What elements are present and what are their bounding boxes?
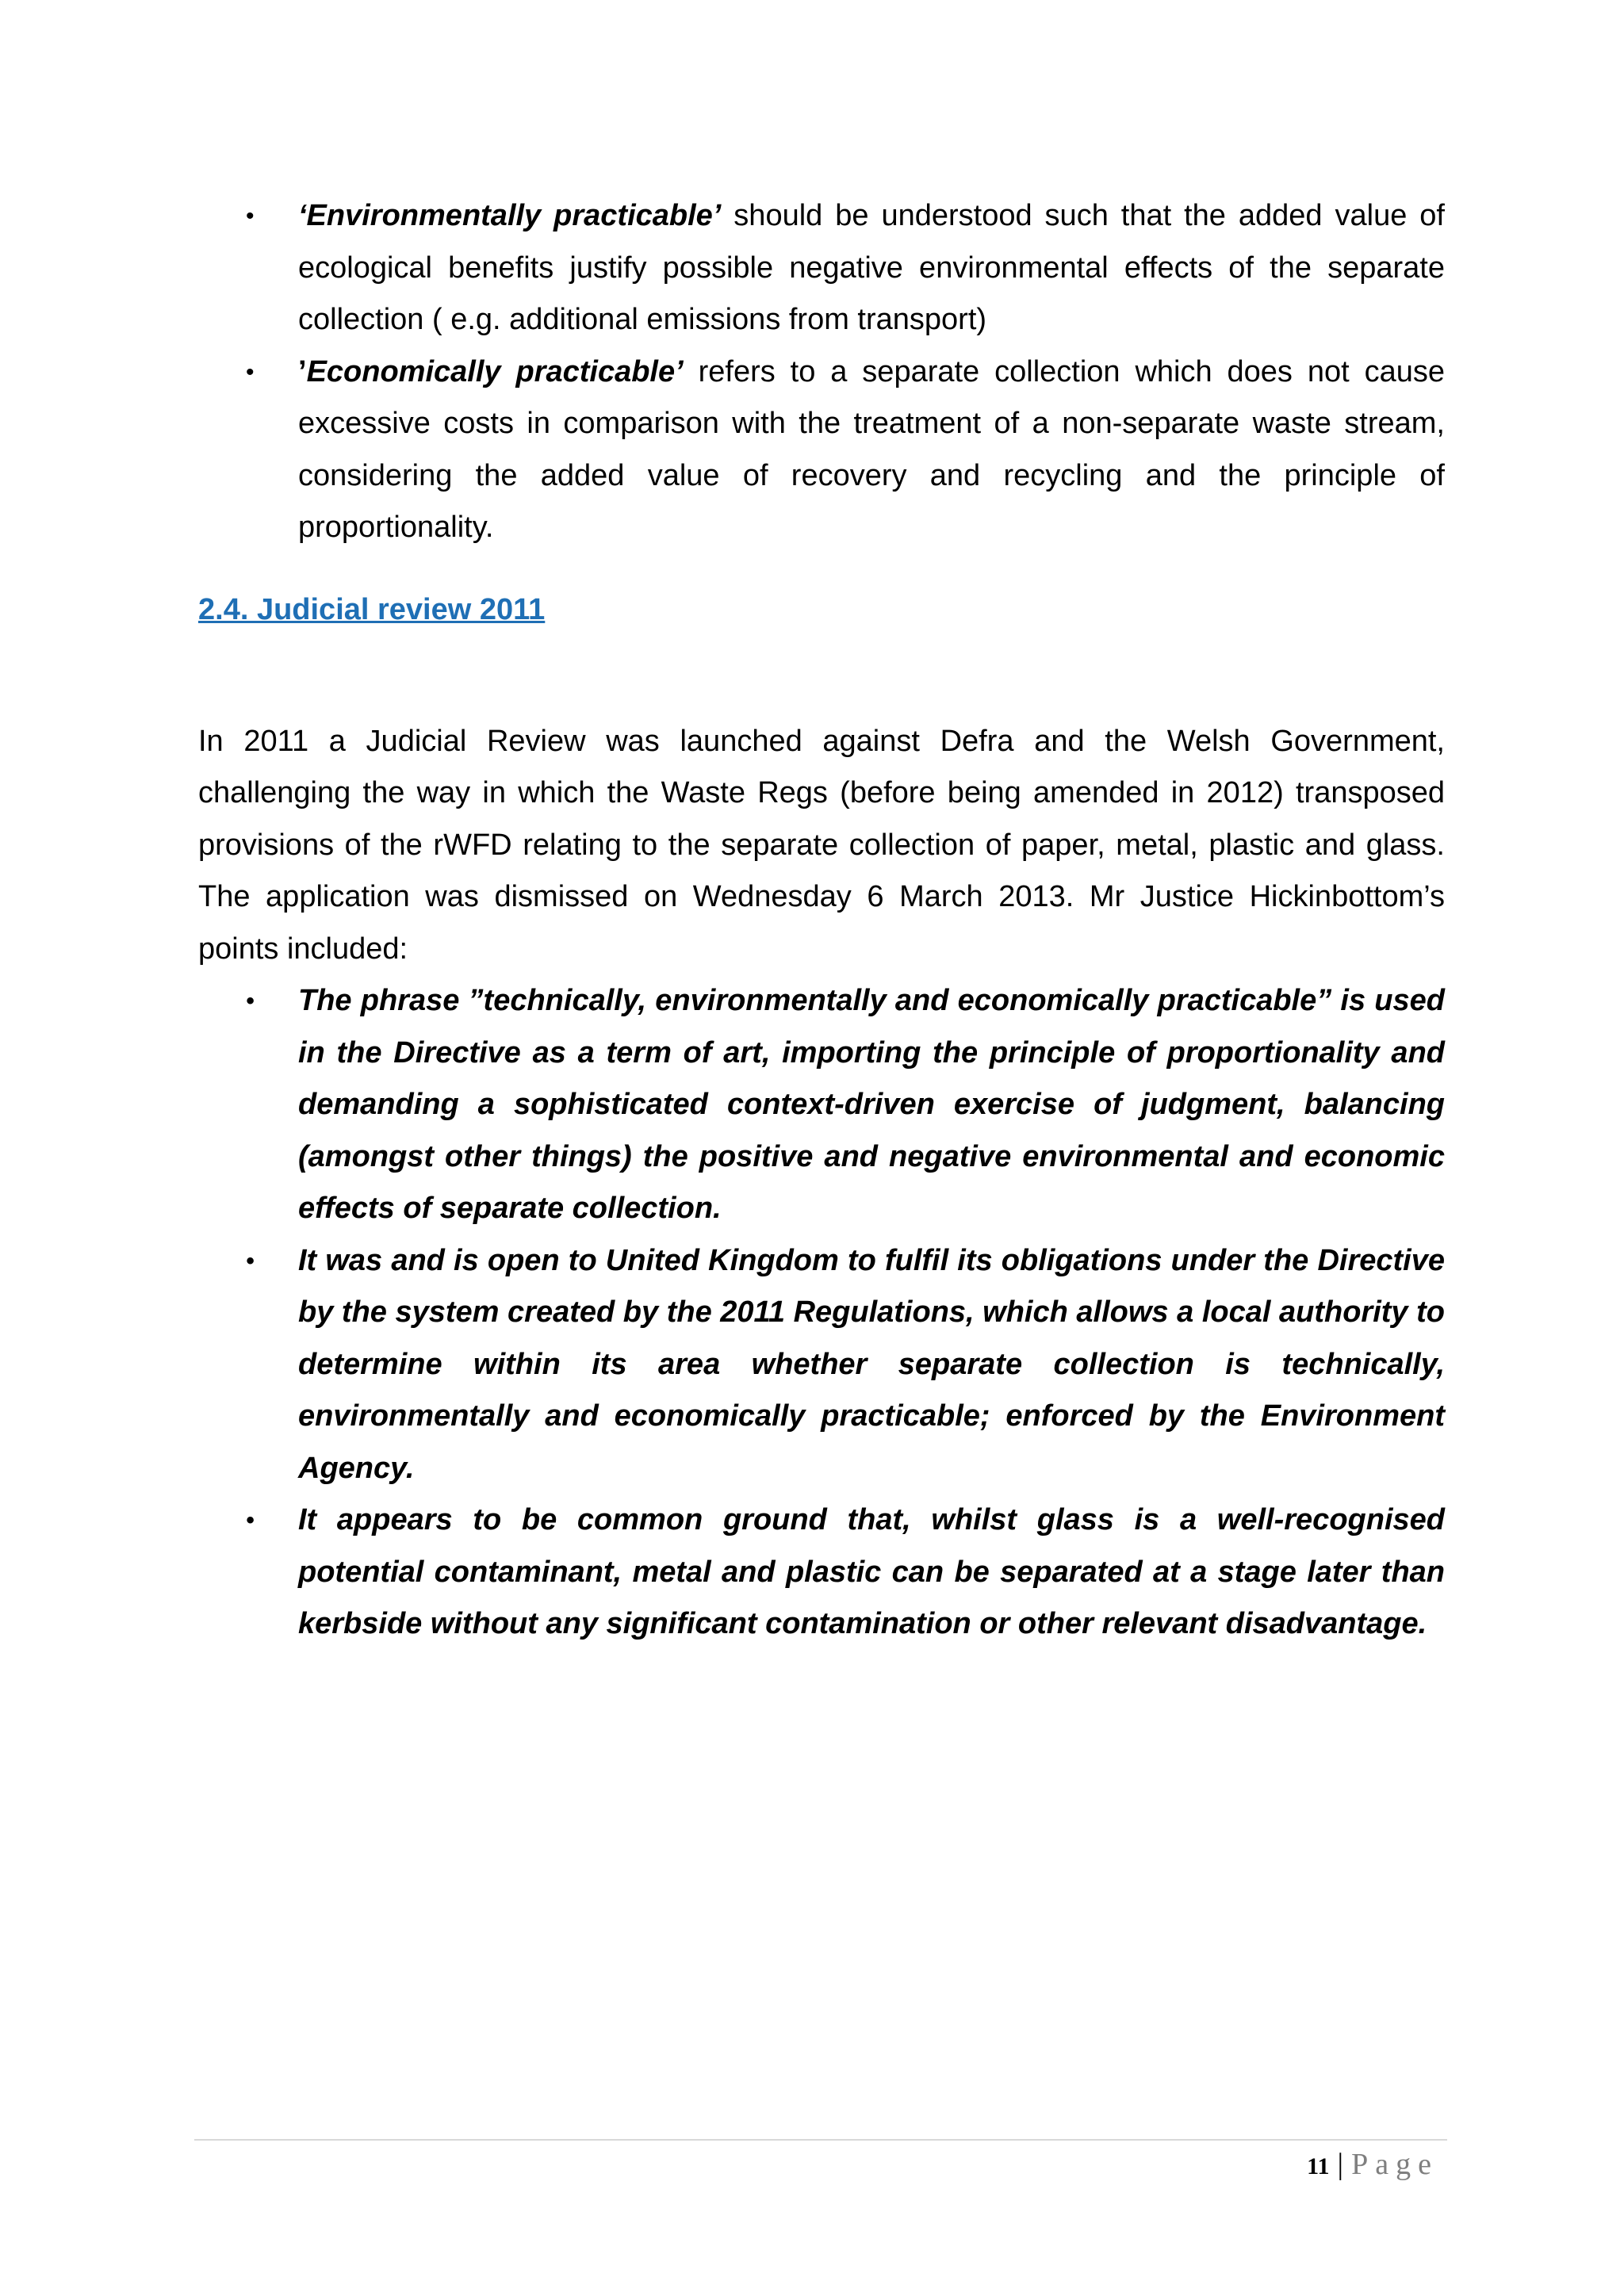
list-item: [198, 1235, 1445, 1495]
bullet-icon: •: [246, 203, 255, 229]
page-label: Page: [1351, 2148, 1438, 2181]
footer-divider: [194, 2139, 1447, 2141]
point-text: The phrase ”technically, environmentally and economically practicable” is used in the Directive as a term of art, importing the principle of proportionality and demanding a sophisticated context-driven exercise of judgment, balancing (amongst other things) the positive and negative environmental and economic effects of separate collection.: [298, 984, 1445, 1225]
page-number: 11: [1307, 2153, 1330, 2179]
bullet-icon: •: [246, 1247, 255, 1274]
judgment-points-list: [198, 975, 1445, 1651]
term-lead: ‘Environmentally practicable’: [298, 199, 722, 232]
point-text: It was and is open to United Kingdom to fulfil its obligations under the Directive by the system created by the 2011 Regulations, which allows a local authority to determine within its area whether separate collection is technically, environmentally and economically practicable; enforced by the Environment Agency.: [298, 1243, 1445, 1485]
criteria-list: [198, 190, 1445, 554]
list-item: [198, 190, 1445, 346]
list-item: [198, 975, 1445, 1235]
page-footer: [1307, 2145, 1438, 2187]
footer-separator: |: [1337, 2148, 1344, 2181]
list-item: [198, 1494, 1445, 1651]
bullet-icon: •: [246, 988, 255, 1014]
body-paragraph: In 2011 a Judicial Review was launched against Defra and the Welsh Government, challenging the way in which the Waste Regs (before being amended in 2012) transposed provisions of the rWFD relating to the separate collection of paper, metal, plastic and glass. The application was dismissed on Wednesday 6 March 2013. Mr Justice Hickinbottom’s points included:: [198, 724, 1445, 966]
term-text: refers to a separate collection which does not cause excessive costs in comparison with the treatment of a non-separate waste stream, considering the added value of recovery and recycling and the principle of proportionality.: [298, 354, 1445, 544]
term-text: should be understood such that the added value of ecological benefits justify possible negative environmental effects of the separate collection ( e.g. additional emissions from transport): [298, 199, 1445, 336]
term-prefix: ’: [298, 354, 307, 388]
list-item: [198, 346, 1445, 554]
section-heading: 2.4. Judicial review 2011: [198, 592, 546, 626]
term-lead: Economically practicable’: [306, 354, 684, 388]
page-content: [198, 190, 1445, 1651]
bullet-icon: •: [246, 358, 255, 385]
point-text: It appears to be common ground that, whilst glass is a well-recognised potential contaminant, metal and plastic can be separated at a stage later than kerbside without any significant contamination or other relevant disadvantage.: [298, 1503, 1445, 1640]
bullet-icon: •: [246, 1507, 255, 1533]
